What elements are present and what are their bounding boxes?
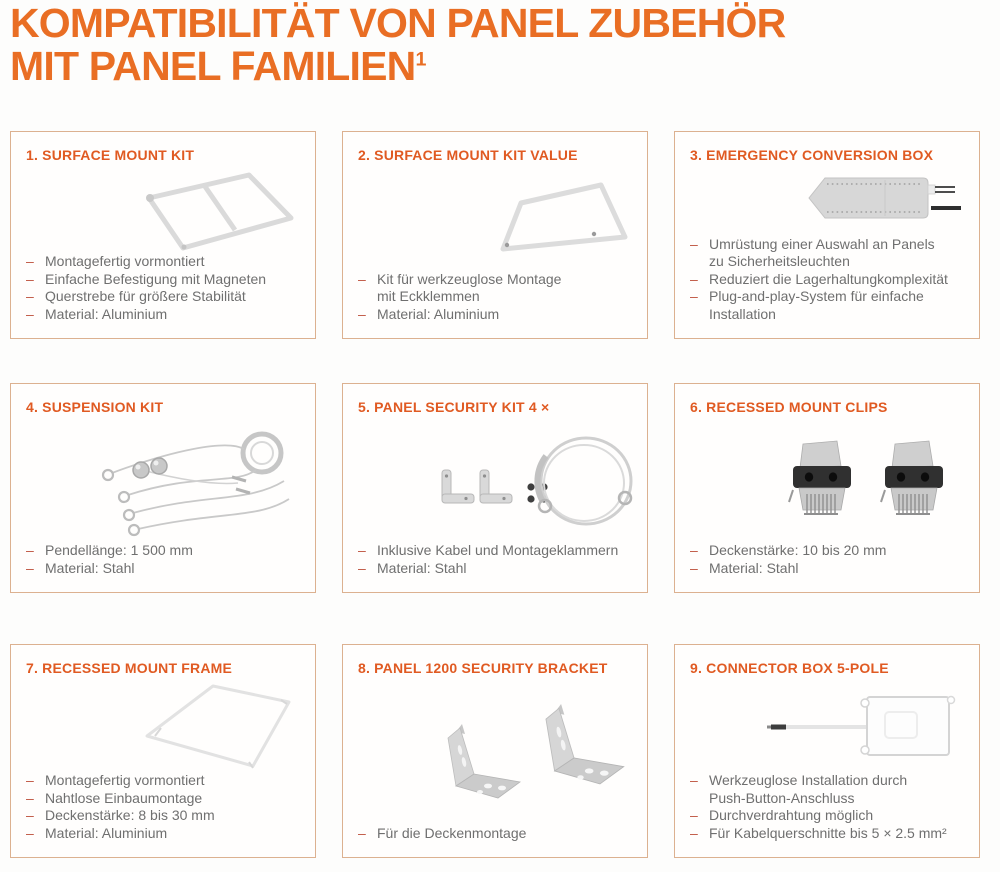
bullet-list — [11, 542, 315, 592]
bullet-dash: – — [26, 270, 34, 287]
bullet-dash: – — [26, 253, 34, 269]
bullet-dash: – — [26, 305, 34, 322]
bullet-dash: – — [358, 542, 366, 558]
bullet-text: Installation — [709, 305, 776, 322]
bullet-item — [26, 271, 307, 289]
bullet-text: Push-Button-Anschluss — [709, 789, 855, 806]
card-title: 7. RECESSED MOUNT FRAME — [26, 660, 233, 676]
bullet-dash: – — [26, 807, 34, 823]
card-emergency-conversion-box — [674, 131, 980, 339]
bullet-item — [690, 772, 971, 807]
card-row-1 — [10, 131, 980, 339]
panel-security-kit-image — [343, 415, 647, 542]
bullet-text: Einfache Befestigung mit Magneten — [45, 270, 267, 287]
bullet-text: Durchverdrahtung möglich — [709, 807, 874, 823]
bullet-dash: – — [358, 270, 366, 287]
mount-clips-drawing — [775, 432, 965, 530]
bullet-dash: – — [358, 305, 366, 322]
suspension-cables-drawing — [86, 423, 301, 538]
card-title: 3. EMERGENCY CONVERSION BOX — [690, 147, 934, 163]
bullet-list — [343, 542, 647, 592]
bullet-text: Material: Aluminium — [377, 305, 500, 322]
card-title: 9. CONNECTOR BOX 5-POLE — [690, 660, 889, 676]
frame-drawing — [473, 179, 633, 259]
card-recessed-mount-clips — [674, 383, 980, 593]
bullet-item — [26, 807, 307, 825]
bullet-dash: – — [358, 824, 366, 841]
page-title-line1: KOMPATIBILITÄT VON PANEL ZUBEHÖR — [10, 0, 786, 46]
card-title: 4. SUSPENSION KIT — [26, 399, 164, 415]
card-panel-1200-security-bracket — [342, 644, 648, 858]
bullet-dash: – — [690, 772, 698, 788]
bullet-item — [690, 236, 971, 271]
card-title: 2. SURFACE MOUNT KIT VALUE — [358, 147, 578, 163]
bullet-item — [358, 271, 639, 306]
bullet-item — [690, 825, 971, 843]
security-kit-drawing — [418, 426, 633, 536]
bullet-dash: – — [690, 807, 698, 823]
card-panel-security-kit — [342, 383, 648, 593]
footnote-marker: 1 — [415, 48, 426, 71]
bullet-dash: – — [690, 542, 698, 558]
bullet-text: Kit für werkzeuglose Montage — [377, 270, 562, 287]
bullet-item — [690, 271, 971, 289]
bullet-text: Umrüstung einer Auswahl an Panels — [709, 235, 935, 252]
security-bracket-image — [343, 676, 647, 825]
bullet-item — [690, 560, 971, 578]
bullet-text: Montagefertig vormontiert — [45, 772, 205, 788]
bullet-item — [26, 560, 307, 578]
bullet-dash: – — [26, 542, 34, 558]
bullet-dash: – — [26, 772, 34, 788]
bullet-list — [343, 271, 647, 339]
bullet-text: Deckenstärke: 10 bis 20 mm — [709, 542, 887, 558]
bullet-text: Pendellänge: 1 500 mm — [45, 542, 193, 558]
bullet-item — [690, 542, 971, 560]
bullet-dash: – — [690, 824, 698, 841]
card-title: 6. RECESSED MOUNT CLIPS — [690, 399, 888, 415]
card-grid — [10, 131, 980, 858]
bullet-list — [675, 772, 979, 857]
angle-brackets-drawing — [428, 696, 633, 808]
card-title: 1. SURFACE MOUNT KIT — [26, 147, 195, 163]
bullet-dash: – — [690, 235, 698, 252]
bullet-item — [358, 825, 639, 843]
bullet-item — [690, 288, 971, 323]
bullet-item — [26, 253, 307, 271]
bullet-dash: – — [26, 789, 34, 806]
bullet-text: Für Kabelquerschnitte bis 5 × 2.5 mm² — [709, 824, 947, 841]
suspension-kit-image — [11, 415, 315, 542]
bullet-text: Material: Stahl — [45, 559, 135, 576]
bullet-text: Für die Deckenmontage — [377, 824, 527, 841]
card-surface-mount-kit-value — [342, 131, 648, 339]
conversion-box-drawing — [795, 170, 965, 232]
bullet-list — [11, 253, 315, 338]
bullet-item — [26, 825, 307, 843]
connector-box-drawing — [755, 690, 965, 763]
bullet-text: mit Eckklemmen — [377, 288, 480, 304]
recessed-frame-drawing — [131, 680, 301, 772]
bullet-text: Inklusive Kabel und Montageklammern — [377, 542, 619, 558]
page-title-line2: MIT PANEL FAMILIEN$^1$ — [10, 43, 426, 89]
bullet-item — [358, 560, 639, 578]
bullet-dash: – — [26, 288, 34, 304]
card-surface-mount-kit — [10, 131, 316, 339]
recessed-mount-frame-image — [11, 676, 315, 772]
bullet-text: Material: Stahl — [377, 559, 467, 576]
bullet-text: Material: Aluminium — [45, 824, 168, 841]
surface-mount-kit-image — [11, 163, 315, 253]
bullet-item — [26, 790, 307, 808]
bullet-text: Deckenstärke: 8 bis 30 mm — [45, 807, 215, 823]
recessed-mount-clips-image — [675, 415, 979, 542]
bullet-dash: – — [690, 288, 698, 304]
bullet-dash: – — [26, 824, 34, 841]
card-recessed-mount-frame — [10, 644, 316, 858]
bullet-list — [675, 542, 979, 592]
bullet-list — [675, 236, 979, 339]
bullet-item — [26, 542, 307, 560]
bullet-text: Material: Stahl — [709, 559, 799, 576]
bullet-item — [26, 288, 307, 306]
bullet-item — [26, 306, 307, 324]
card-title: 5. PANEL SECURITY KIT 4 × — [358, 399, 550, 415]
bullet-item — [690, 807, 971, 825]
bullet-dash: – — [690, 559, 698, 576]
card-title: 8. PANEL 1200 SECURITY BRACKET — [358, 660, 608, 676]
bullet-dash: – — [26, 559, 34, 576]
bullet-text: Werkzeuglose Installation durch — [709, 772, 908, 788]
bullet-text: zu Sicherheitsleuchten — [709, 253, 850, 269]
bullet-dash: – — [358, 559, 366, 576]
bullet-item — [26, 772, 307, 790]
bullet-text: Reduziert die Lagerhaltungkomplexität — [709, 270, 948, 287]
card-connector-box-5-pole — [674, 644, 980, 858]
bullet-text: Montagefertig vormontiert — [45, 253, 205, 269]
bullet-item — [358, 306, 639, 324]
bullet-dash: – — [690, 270, 698, 287]
bullet-item — [358, 542, 639, 560]
bullet-text: Nahtlose Einbaumontage — [45, 789, 203, 806]
card-suspension-kit — [10, 383, 316, 593]
card-row-2 — [10, 383, 980, 593]
page-title — [10, 2, 1000, 88]
bullet-list — [11, 772, 315, 857]
bullet-list — [343, 825, 647, 858]
frame-with-crossbar-drawing — [131, 168, 301, 253]
connector-box-image — [675, 676, 979, 772]
bullet-text: Material: Aluminium — [45, 305, 168, 322]
bullet-text: Querstrebe für größere Stabilität — [45, 288, 246, 304]
emergency-conversion-box-image — [675, 163, 979, 236]
surface-mount-kit-value-image — [343, 163, 647, 271]
card-row-3 — [10, 644, 980, 858]
bullet-text: Plug-and-play-System für einfache — [709, 288, 924, 304]
